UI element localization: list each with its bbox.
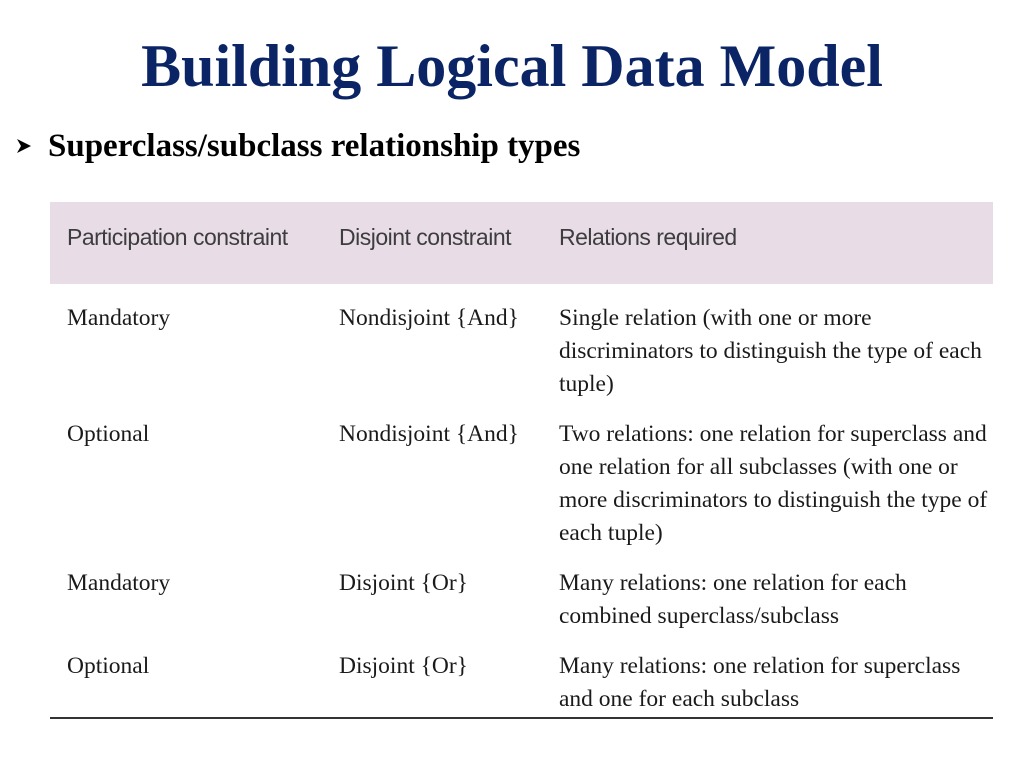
header-disjoint-constraint: Disjoint constraint (339, 224, 512, 250)
bullet-text: Superclass/subclass relationship types (48, 127, 581, 164)
relationship-types-table (50, 202, 993, 712)
cell-participation: Mandatory (67, 570, 171, 596)
table-row (50, 302, 993, 410)
table-row (50, 418, 993, 559)
cell-participation: Optional (67, 421, 150, 447)
table-body (50, 302, 993, 712)
slide-title: Building Logical Data Model (141, 33, 883, 99)
header-participation-constraint: Participation constraint (67, 224, 288, 250)
cell-disjoint: Disjoint {Or} (339, 653, 468, 679)
arrowhead-bullet-icon (14, 136, 34, 156)
cell-disjoint: Nondisjoint {And} (339, 421, 519, 447)
cell-participation: Mandatory (67, 305, 171, 331)
cell-participation: Optional (67, 653, 150, 679)
table-row (50, 650, 993, 725)
bullet-item (14, 124, 580, 168)
table-header-row (50, 202, 993, 284)
cell-disjoint: Disjoint {Or} (339, 570, 468, 596)
table-bottom-rule (50, 717, 993, 719)
cell-disjoint: Nondisjoint {And} (339, 305, 519, 331)
table-row (50, 567, 993, 642)
cell-relations: Many relations: one relation for superclass and one for each subclass (559, 653, 961, 712)
cell-relations: Single relation (with one or more discriminators to distinguish the type of each tuple) (559, 305, 982, 397)
cell-relations: Many relations: one relation for each combined superclass/subclass (559, 570, 907, 629)
cell-relations: Two relations: one relation for superclass and one relation for all subclasses (with one or more discriminators to distinguish the type of each tuple) (559, 421, 988, 546)
header-relations-required: Relations required (559, 224, 737, 250)
